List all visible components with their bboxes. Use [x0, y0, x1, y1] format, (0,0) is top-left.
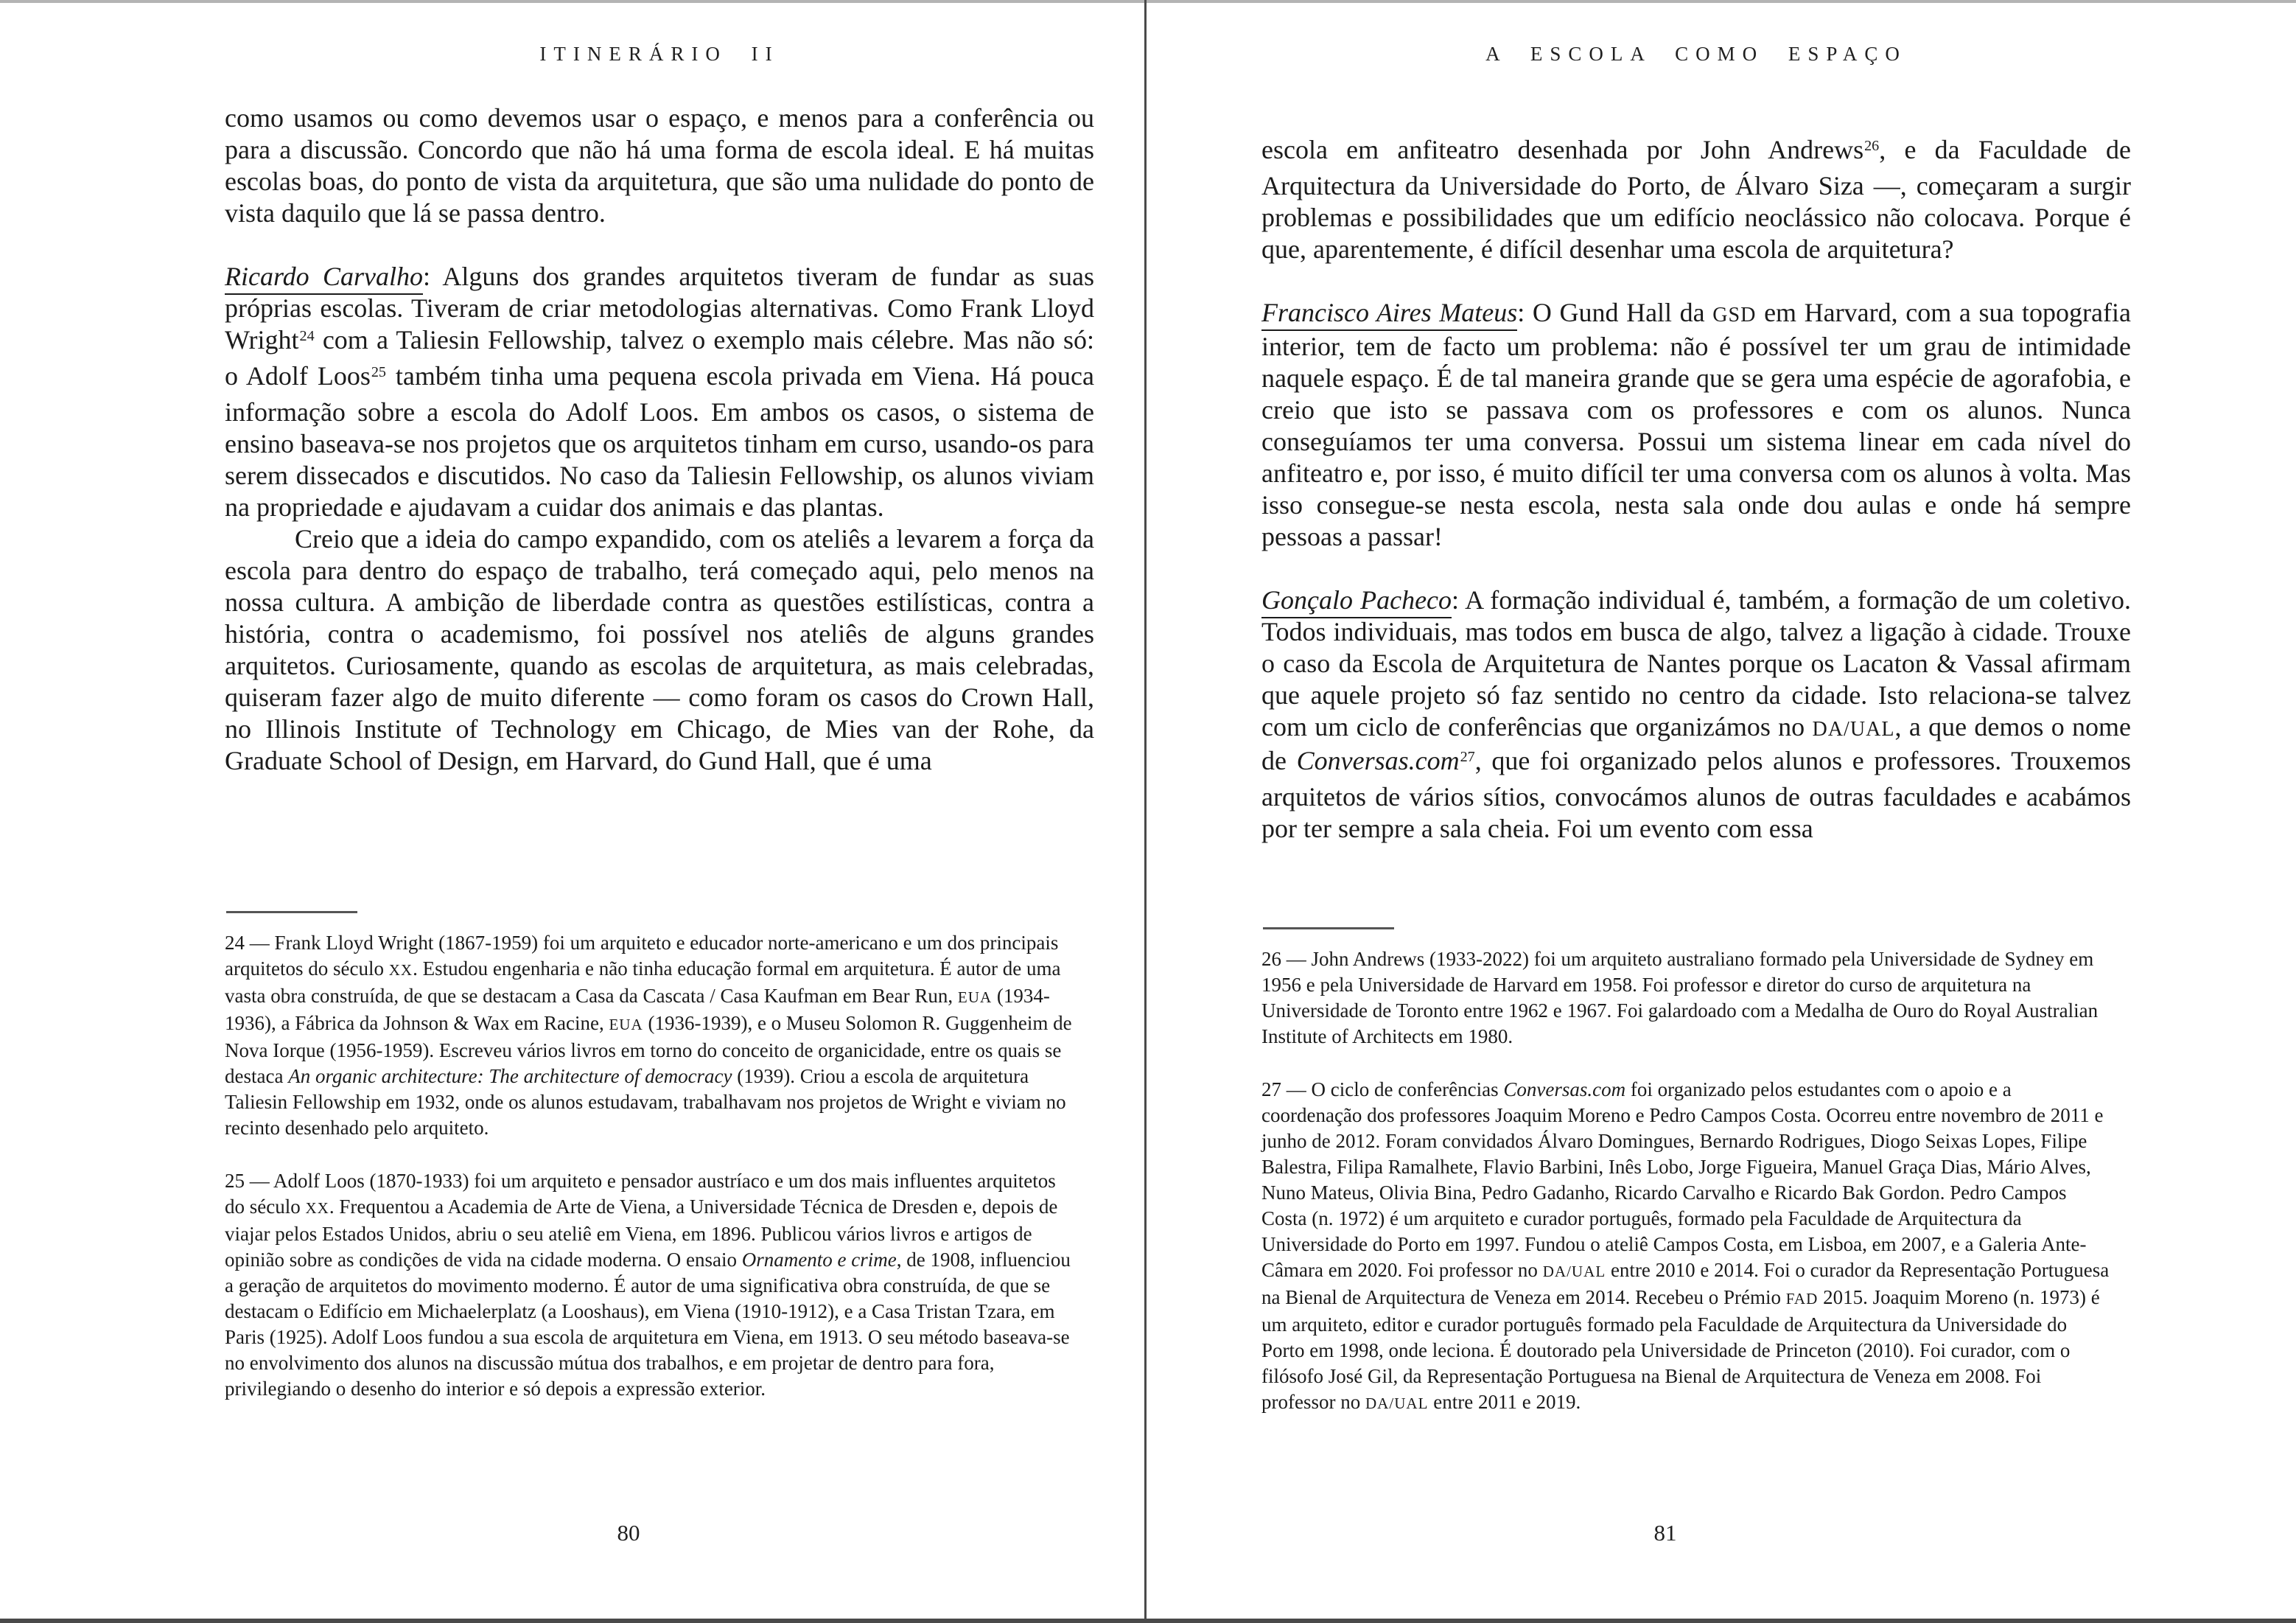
- text-run: Creio que a ideia do campo expandido, com os ateliês a levarem a força da escola para dentro do espaço de trabalho, terá começado aqui, pelo menos na nossa cultura. A ambição de liberdade contra as questões estilísticas, contra a história, contra o academismo, foi possível nos ateliês de alguns grandes arquitetos. Curiosamente, quando as escolas de arquitetura, as mais celebradas, quiseram fazer algo de muito diferente — como foram os casos do Crown Hall, no Illinois Institute of Technology em Chicago, de Mies van der Rohe, da Graduate School of Design, em Harvard, do Gund Hall, que é uma: [225, 524, 1094, 775]
- footnotes-section: [225, 930, 1078, 1429]
- text-run: , e da Faculdade de Arquitectura da Universidade do Porto, de Álvaro Siza —, começaram a surgir problemas e possibilidades que um edifício neoclássico não colocava. Porque é que, aparentemente, é difícil desenhar uma escola de arquitetura?: [1261, 135, 2131, 264]
- text-run: : O Gund Hall da: [1517, 298, 1713, 327]
- body-paragraph: [225, 523, 1094, 777]
- italic-text: Conversas.com: [1503, 1078, 1626, 1100]
- footnotes-section: [1261, 946, 2115, 1444]
- text-run: 2015. Joaquim Moreno (n. 1973) é um arquiteto, editor e curador português formado pela Faculdade de Arquitectura da Universidade do Porto em 1998, onde leciona. É doutorado pela Universidade de Princeton (2010). Foi curador, com o filósofo José Gil, da Representação Portuguesa na Bienal de Arquitectura de Veneza em 2008. Foi professor no: [1261, 1286, 2100, 1413]
- footnote-marker: 26: [1864, 137, 1880, 154]
- footnote-marker: 24: [299, 327, 315, 344]
- page-left: [225, 0, 1094, 1623]
- body-paragraph: [1261, 134, 2131, 265]
- body-paragraph: [225, 261, 1094, 523]
- text-run: 25 — Adolf Loos (1870-1933) foi um arquiteto e pensador austríaco e um dos mais influentes arquitetos do século: [225, 1170, 1056, 1218]
- text-run: entre 2010 e 2014. Foi o curador da Representação Portuguesa na Bienal de Arquitectura de Veneza em 2014. Recebeu o Prémio: [1261, 1259, 2110, 1308]
- footnote: [225, 930, 1078, 1141]
- text-run: : Alguns dos grandes arquitetos tiveram de fundar as suas próprias escolas. Tiveram de criar metodologias alternativas. Como Frank Lloyd Wright: [225, 262, 1094, 355]
- speaker-name: Gonçalo Pacheco: [1261, 585, 1452, 618]
- italic-text: Ornamento e crime: [741, 1249, 897, 1271]
- text-run: escola em anfiteatro desenhada por John Andrews: [1261, 135, 1864, 164]
- smallcaps-text: EUA: [609, 1016, 643, 1033]
- footnote: [1261, 1077, 2115, 1417]
- smallcaps-text: FAD: [1785, 1290, 1819, 1308]
- page-body: [225, 102, 1094, 777]
- page-number: 81: [1653, 1520, 1677, 1546]
- body-paragraph: [225, 102, 1094, 229]
- text-run: . Estudou engenharia e não tinha educação formal em arquitetura. É autor de uma vasta obra construída, de que se destacam a Casa da Cascata / Casa Kaufman em Bear Run,: [225, 957, 1061, 1007]
- page-gutter-divider: [1144, 0, 1147, 1623]
- footnote-marker: 27: [1460, 748, 1475, 765]
- smallcaps-text: DA/UAL: [1542, 1263, 1606, 1280]
- speaker-name: Ricardo Carvalho: [225, 262, 423, 295]
- text-run: , de 1908, influenciou a geração de arquitetos do movimento moderno. É autor de uma significativa obra construída, de que se destacam o Edifício em Michaelerplatz (a Looshaus), em Viena (1910-1912), e a Casa Tristan Tzara, em Paris (1925). Adolf Loos fundou a sua escola de arquitetura em Viena, em 1913. O seu método baseava-se no envolvimento dos alunos na discussão mútua dos trabalhos, e em projetar de dentro para fora, privilegiando o desenho do interior e só depois a expressão exterior.: [225, 1249, 1071, 1400]
- text-run: , que foi organizado pelos alunos e professores. Trouxemos arquitetos de vários sítios, convocámos alunos de outras faculdades e acabámos por ter sempre a sala cheia. Foi um evento com essa: [1261, 746, 2131, 843]
- body-paragraph: [1261, 584, 2131, 845]
- footnote: [1261, 946, 2115, 1050]
- text-run: , a que demos o nome de: [1261, 712, 2131, 775]
- smallcaps-text: EUA: [957, 988, 993, 1006]
- text-run: também tinha uma pequena escola privada em Viena. Há pouca informação sobre a escola do Adolf Loos. Em ambos os casos, o sistema de ensino baseava-se nos projetos que os arquitetos tinham em curso, usando-os para serem dissecados e discutidos. No caso da Taliesin Fellowship, os alunos viviam na propriedade e ajudavam a cuidar dos animais e das plantas.: [225, 361, 1094, 522]
- text-run: . Frequentou a Academia de Arte de Viena, a Universidade Técnica de Dresden e, depois de viajar pelos Estados Unidos, abriu o seu ateliê em Viena, em 1896. Publicou vários livros e artigos de opinião sobre as condições de vida na cidade moderna. O ensaio: [225, 1196, 1058, 1271]
- italic-text: An organic architecture: The architecture of democracy: [288, 1065, 732, 1087]
- body-paragraph: [1261, 297, 2131, 553]
- page-right: [1261, 0, 2131, 1623]
- text-run: 26 — John Andrews (1933-2022) foi um arquiteto australiano formado pela Universidade de Sydney em 1956 e pela Universidade de Harvard em 1958. Foi professor e diretor do curso de arquitetura na Universidade de Toronto entre 1962 e 1967. Foi galardoado com a Medalha de Ouro do Royal Australian Institute of Architects em 1980.: [1261, 948, 2099, 1047]
- text-run: entre 2011 e 2019.: [1428, 1391, 1581, 1413]
- text-run: 27 — O ciclo de conferências: [1261, 1078, 1504, 1100]
- smallcaps-text: XX: [305, 1199, 329, 1217]
- text-run: (1939). Criou a escola de arquitetura Taliesin Fellowship em 1932, onde os alunos estudavam, trabalhavam nos projetos de Wright e viviam no recinto desenhado pelo arquiteto.: [225, 1065, 1066, 1139]
- text-run: como usamos ou como devemos usar o espaço, e menos para a conferência ou para a discussão. Concordo que não há uma forma de escola ideal. E há muitas escolas boas, do ponto de vista da arquitetura, que são uma nulidade do ponto de vista daquilo que lá se passa dentro.: [225, 103, 1094, 228]
- speaker-name: Francisco Aires Mateus: [1261, 298, 1517, 331]
- smallcaps-text: XX: [388, 961, 413, 979]
- page-body: [1261, 134, 2131, 845]
- running-head: A ESCOLA COMO ESPAÇO: [1485, 43, 1907, 65]
- text-run: com a Taliesin Fellowship, talvez o exemplo mais célebre. Mas não só: o Adolf Loos: [225, 325, 1094, 391]
- smallcaps-text: GSD: [1712, 304, 1757, 327]
- running-head: ITINERÁRIO II: [539, 43, 780, 65]
- footnote-divider: [226, 911, 357, 913]
- text-run: : A formação individual é, também, a formação de um coletivo. Todos individuais, mas todos em busca de algo, talvez a ligação à cidade. Trouxe o caso da Escola de Arquitetura de Nantes porque os Lacaton & Vassal afirmam que aquele projeto só faz sentido no centro da cidade. Isto relaciona-se talvez com um ciclo de conferências que organizámos no: [1261, 585, 2131, 741]
- footnote: [225, 1168, 1078, 1402]
- page-number: 80: [617, 1520, 640, 1546]
- footnote-divider: [1263, 927, 1394, 929]
- page-bottom-edge: [0, 1619, 2296, 1623]
- smallcaps-text: DA/UAL: [1812, 718, 1895, 741]
- text-run: 24 — Frank Lloyd Wright (1867-1959) foi um arquiteto e educador norte-americano e um dos principais arquitetos do século: [225, 932, 1059, 980]
- italic-text: Conversas.com: [1296, 746, 1460, 775]
- smallcaps-text: DA/UAL: [1365, 1395, 1429, 1412]
- text-run: (1934-1936), a Fábrica da Johnson & Wax em Racine,: [225, 985, 1050, 1034]
- text-run: (1936-1939), e o Museu Solomon R. Guggenheim de Nova Iorque (1956-1959). Escreveu vários livros em torno do conceito de organicidade, entre os quais se destaca: [225, 1012, 1072, 1087]
- footnote-marker: 25: [371, 363, 386, 380]
- text-run: foi organizado pelos estudantes com o apoio e a coordenação dos professores Joaquim Moreno e Pedro Campos Costa. Ocorreu entre novembro de 2011 e junho de 2012. Foram convidados Álvaro Domingues, Bernardo Rodrigues, Diogo Seixas Lopes, Filipe Balestra, Filipa Ramalhete, Flavio Barbini, Inês Lobo, Jorge Figueira, Manuel Graça Dias, Mário Alves, Nuno Mateus, Olivia Bina, Pedro Gadanho, Ricardo Carvalho e Ricardo Bak Gordon. Pedro Campos Costa (n. 1972) é um arquiteto e curador português, formado pela Faculdade de Arquitectura da Universidade do Porto em 1997. Fundou o ateliê Campos Costa, em Lisboa, em 2007, e a Galeria Ante-Câmara em 2020. Foi professor no: [1261, 1078, 2104, 1281]
- text-run: em Harvard, com a sua topografia interior, tem de facto um problema: não é possível ter um grau de intimidade naquele espaço. É de tal maneira grande que se gera uma espécie de agorafobia, e creio que isto se passava com os professores e com os alunos. Nunca conseguíamos ter uma conversa. Possui um sistema linear em cada nível do anfiteatro e, por isso, é muito difícil ter uma conversa com os alunos à volta. Mas isso consegue-se nesta escola, nesta sala onde dou aulas e onde há sempre pessoas a passar!: [1261, 298, 2131, 551]
